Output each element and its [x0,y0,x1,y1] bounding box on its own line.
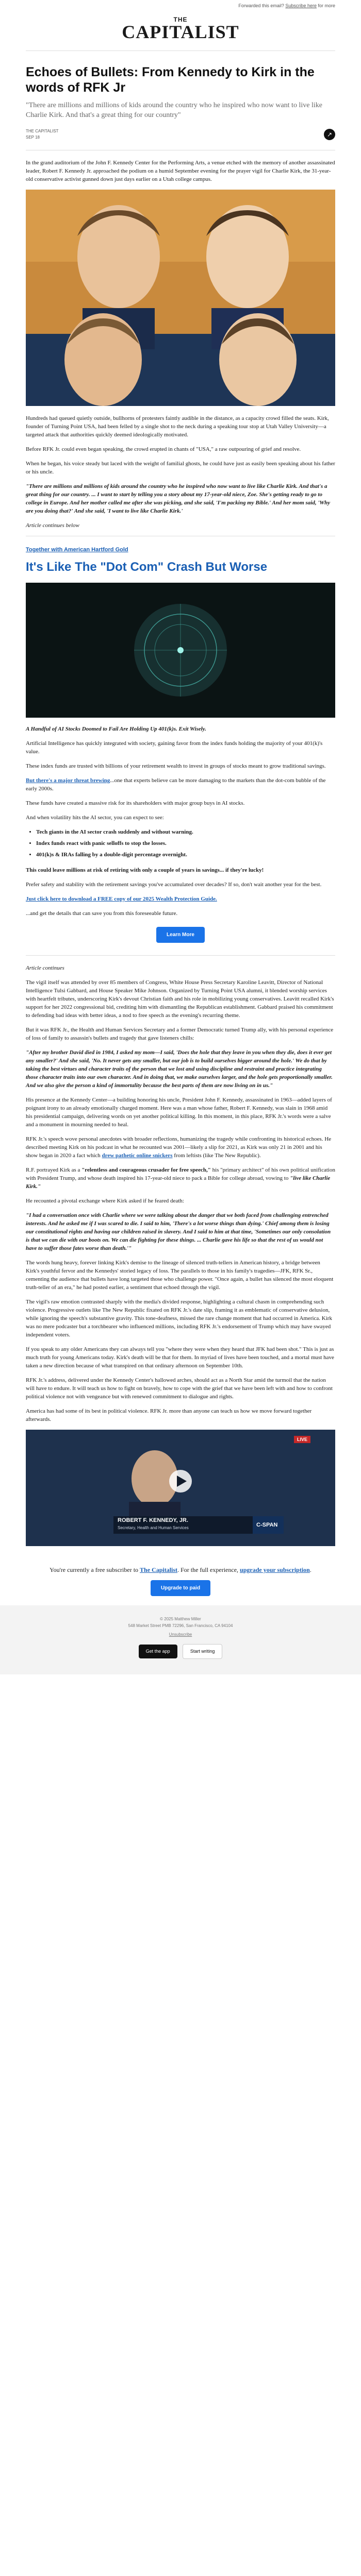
masthead[interactable] [26,16,335,51]
pub-link[interactable]: The Capitalist [140,1566,178,1573]
divider [26,955,335,956]
article-paragraph: RFK Jr.'s address, delivered under the Kennedy Center's hallowed arches, should act as a North Star amid the turmoil that the nation will have to endure. It will teach us how to fight on bravely, how to cope with the grief that we have been left with and how to confront political violence not with vengeance but with renewed commitment to dialogue and rights. [26,1377,333,1400]
sponsor-paragraph: These index funds are trusted with billions of your retirement wealth to invest in groups of stocks meant to grow traditional savings. [26,763,326,769]
sponsor-paragraph: These funds have created a massive risk for its shareholders with major group buys in AI stocks. [26,800,245,806]
sponsor-lead: A Handful of AI Stocks Doomed to Fail Are Holding Up 401(k)s. Exit Wisely. [26,726,206,732]
article-subtitle: "There are millions and millions of kids around the country who he inspired who now want to live like Charlie Kirk. And that's a great thing for our country" [26,101,322,119]
text: R.F. portrayed Kirk as a [26,1167,82,1173]
publish-date: SEP 18 [26,135,40,140]
list-item: • Tech giants in the AI sector crash suddenly and without warning. [36,828,335,836]
video-caption: ROBERT F. KENNEDY, JR. [118,1517,188,1523]
continues-note: Article continues below [26,522,79,529]
sponsor-paragraph: And when volatility hits the AI sector, you can expect to see: [26,815,164,821]
get-app-button[interactable]: Get the app [139,1645,177,1658]
sponsor-paragraph: Prefer safety and stability with the retirement savings you've accumulated over decades? If so, don't wait another year for the best. [26,882,322,888]
article-paragraph: But it was RFK Jr., the Health and Human Services Secretary and a former Democratic turned Trump ally, with his personal experience of loss of family to assassin's bullets and tragedy that gave listeners chills: [26,1027,334,1041]
byline-meta [26,128,58,141]
network-logo: C-SPAN [256,1522,278,1528]
upgrade-button[interactable]: Upgrade to paid [151,1580,210,1596]
learn-more-button[interactable]: Learn More [156,927,205,943]
text-italic: "live like Charlie Kirk." [26,1175,331,1190]
text-bold: "relentless and courageous crusader for free speech," [81,1167,211,1173]
threat-link[interactable]: But there's a major threat brewing [26,777,110,784]
text: from leftists (like The New Republic). [172,1153,261,1159]
byline [26,128,335,141]
article-paragraph: When he began, his voice steady but laced with the weight of familial ghosts, he could have just as easily been speaking about his father or his uncle. [26,461,335,475]
sponsor-warning: This could leave millions at risk of retiring with only a couple of years in savings... if they're lucky! [26,867,264,873]
video-embed[interactable] [26,1430,335,1546]
text: his "primary architect" of his own political unification with President Trump, and whose death inspired his 17-year-old niece to pack a Bible for college abroad, vowing to [26,1167,335,1181]
copyright: © 2025 Matthew Miller [160,1617,201,1621]
author: THE CAPITALIST [26,129,59,133]
article-title[interactable]: Echoes of Bullets: From Kennedy to Kirk in the words of RFK Jr [26,65,315,95]
article-paragraph: In the grand auditorium of the John F. Kennedy Center for the Performing Arts, a venue etched with the memory of another assassinated leader, Robert F. Kennedy Jr. approached the podium on a humid September evening for the prayer vigil for Charlie Kirk, the 31-year-old conservative activist gunned down just days earlier on a Utah college campus. [26,160,335,182]
upgrade-link[interactable]: upgrade your subscription [240,1566,310,1573]
article-paragraph: The vigil's raw emotion contrasted sharply with the media's divided response, highlighting a cultural chasm in comprehending such violence. Progressive outlets like The New Republic fixated on RFK Jr.'s date slip, framing it as emblematic of conservative delusion, while ignoring the speech's substantive gravity. This tone-deafness, missed the rare change moment that had occurred in America. Kirk was no mere podcaster but a torchbearer who influenced millions, including RFK Jr.'s endorsement of Trump which may have swayed independent voters. [26,1299,332,1338]
sponsor-link-paragraph [26,895,335,903]
sponsor-title[interactable]: It's Like The "Dot Com" Crash But Worse [26,560,268,574]
hero-image [26,190,335,406]
article-paragraph: The vigil itself was attended by over 85 members of Congress, White House Press Secretary Karoline Leavitt, Director of National Intelligence Tulsi Gabbard, and House Speaker Mike Johnson. Organized by Turning Point USA alumni, it blended worship services with heartfelt tributes, underscoring Kirk's devout Christian faith and his role in mobilizing young conservatives. Leavitt recalled Kirk's support for her 2022 congressional bid, crediting him with dismantling the Republican establishment. Gabbard praised his commitment to defending bad ideas with better ideas, a nod to free speech as the evening's recurring theme. [26,979,334,1019]
for-more-text: for more [318,3,335,8]
forwarded-text: Forwarded this email? [238,3,284,8]
pull-quote: "I had a conversation once with Charlie where we were talking about the danger that we both faced from challenging entrenched interests. And he asked me if I was scared to die. I said to him, 'There's a lot worse things than dying.' Chief among them is losing our constitutional rights and having our children raised in slavery. And I said to him at that time, 'Sometimes our only consolation is that we can die with our boots on. We can die fighting for these things. ... Charlie gave his life so that the rest of us would not have to suffer those fates worse than death.'" [26,1212,331,1251]
article-paragraph: Hundreds had queued quietly outside, bullhorns of protesters faintly audible in the distance, as a capacity crowd filled the seats. Kirk, founder of Turning Point USA, had been felled by a single shot to the neck during a speaking tour stop at Utah Valley University—a targeted attack that authorities quickly deemed ideologically motivated. [26,415,329,438]
cta-wrap [26,927,335,943]
wealth-guide-link[interactable]: Just click here to download a FREE copy of our 2025 Wealth Protection Guide. [26,896,217,902]
upsell [26,1556,335,1605]
video-subcaption: Secretary, Health and Human Services [118,1526,189,1530]
continues-note: Article continues [26,965,64,971]
snickers-link[interactable]: drew pathetic online snickers [102,1153,173,1159]
footer [0,1605,361,1674]
top-bar [26,0,335,16]
text: RFK Jr.'s speech wove personal anecdotes with broader reflections, humanizing the tragedy while confronting its historical echoes. He described meeting Kirk on his podcast in what he recounted was 2001—likely a slip for 2021, as Kirk was only 21 in 2001 and his show began in 2020 a fact which [26,1136,332,1159]
masthead-logo: CAPITALIST [122,22,239,42]
address: 548 Market Street PMB 72296, San Francisco, CA 94104 [128,1623,233,1628]
article-paragraph: America has had some of its best in political violence. RFK Jr. more than anyone can teach us how we move forward together afterwards. [26,1408,312,1422]
share-icon[interactable]: ↗ [324,129,335,140]
sponsor-image[interactable] [26,583,335,718]
threat-text: ...one that experts believe can be more damaging to the markets than the dot-com bubble of the early 2000s. [26,777,326,792]
upsell-text: You're currently a free subscriber to The Capitalist. For the full experience, upgrade your subscription. [50,1566,311,1573]
subscribe-link[interactable]: Subscribe here [285,3,317,8]
article-paragraph [26,1166,335,1191]
article-paragraph: His presence at the Kennedy Center—a building honoring his uncle, President John F. Kennedy, assassinated in 1963—added layers of poignant irony to an already emotionally charged moment. Here was a man whose father, Robert F. Kennedy, was slain in 1968 amid his presidential campaign, delivering words on yet another political killing. In this moment, in this place, RFK Jr.'s words were a salve and a monument in mourning needed to heal. [26,1097,332,1128]
pull-quote: "After my brother David died in 1984, I asked my mom—I said, 'Does the hole that they leave in you when they die, does it ever get any smaller?' And she said, 'No. It never gets any smaller, but our job is to build ourselves bigger around the hole.' We do that by taking the best virtues and character traits of the person that we lost and using discipline and restraint and practice integrating those character traits into our own character. And in doing that, we make ourselves larger, and the hole gets proportionally smaller. And we also give the person a kind of immortality because the best parts of them are now living on in us." [26,1049,333,1089]
start-writing-button[interactable]: Start writing [183,1644,223,1659]
sponsor-paragraph: ...and get the details that can save you from this foreseeable future. [26,910,178,917]
article-paragraph: Before RFK Jr. could even began speaking, the crowd erupted in chants of "USA," a raw outpouring of grief and resolve. [26,446,301,452]
sponsor-bullets [26,828,335,859]
article-paragraph: The words hung heavy, forever linking Kirk's demise to the lineage of silenced truth-tellers in American history, a bridge between Kirk's youthful fervor and the Kennedys' storied legacy of loss. The parallels to those in his family's tragedies—JFK, RFK Sr., cementing the audience that bullets have long targeted those who challenge power. "Once again, a bullet has silenced the most eloquent truth-teller of an era," he had posted earlier, a sentiment that echoed through the vigil. [26,1260,334,1291]
text: You're currently a free subscriber to [50,1566,140,1573]
sponsor-paragraph: Artificial Intelligence has quickly integrated with society, gaining favor from the index funds holding the majority of your 401(k)'s value. [26,740,323,755]
sponsor-paragraph [26,776,335,793]
sponsor-label[interactable]: Together with American Hartford Gold [26,547,128,553]
masthead-the: THE [173,16,188,23]
list-item: • Index funds react with panic selloffs to stop the losses. [36,839,335,848]
unsubscribe-link[interactable]: Unsubscribe [169,1632,192,1637]
article-paragraph: He recounted a pivotal exchange where Kirk asked if he feared death: [26,1198,184,1204]
list-item: • 401(k)s & IRAs falling by a double-digit percentage overnight. [36,851,335,859]
article-paragraph: If you speak to any older Americans they can always tell you "where they were when they heard that JFK had been shot." This is just as much truth for young Americans today. Kirk's death will be that for them. In myriad of lives have been touched, and a mortal must have taken a new direction because of what transpired on that ordinary afternoon on September 10th. [26,1346,334,1369]
pull-quote: "There are millions and millions of kids around the country who he inspired who now want to live like Charlie Kirk. And that's a great thing for our country. ... I want to start by telling you a story about my 17-year-old niece, Zoe. She's getting ready to go to college in Europe. And her mother called me after she was picking, and she said, 'I'm packing my Bible.' And her mom said, 'Why are you doing that?' And she said, 'I want to live like Charlie Kirk.' [26,483,331,514]
live-badge: LIVE [294,1436,310,1443]
text: . For the full experience, [177,1566,240,1573]
article-paragraph [26,1135,335,1160]
